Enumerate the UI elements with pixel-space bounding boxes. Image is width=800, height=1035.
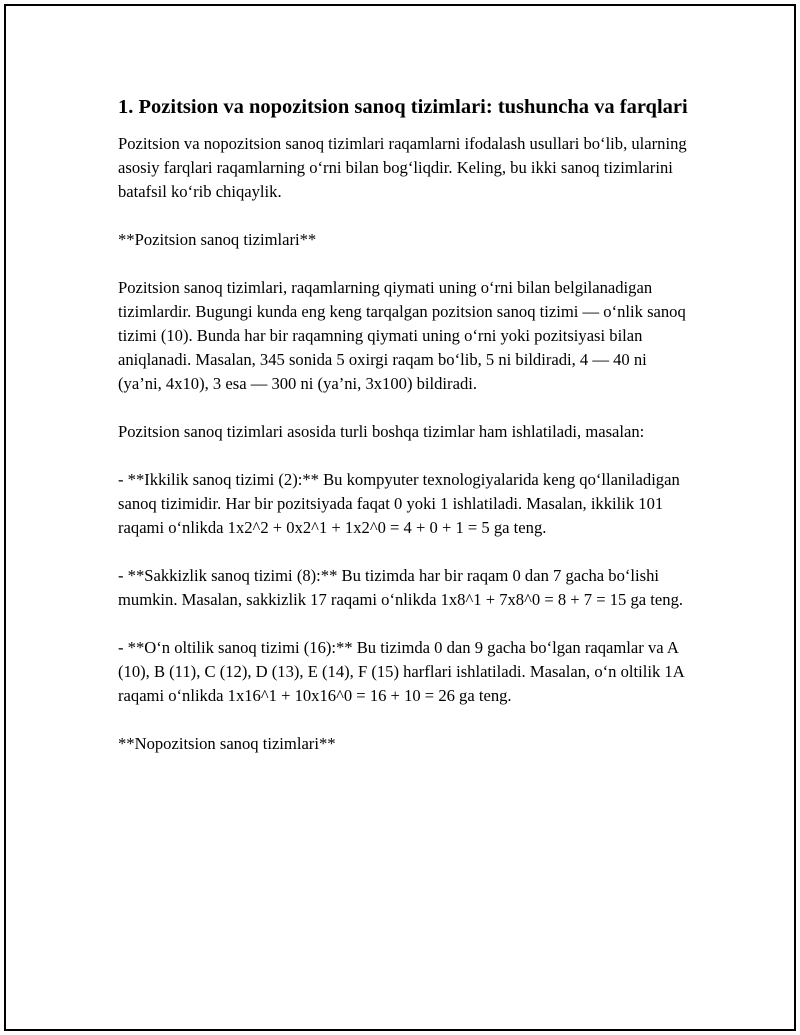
document-title: 1. Pozitsion va nopozitsion sanoq tizimlari: tushuncha va farqlari [118,96,688,118]
intro-paragraph: Pozitsion va nopozitsion sanoq tizimlari raqamlarni ifodalash usullari bo‘lib, ularning asosiy farqlari raqamlarning o‘rni bilan bog‘liqdir. Keling, bu ikki sanoq tizimlarini batafsil ko‘rib chiqaylik. [118,134,687,201]
hexadecimal-system-item: - **O‘n oltilik sanoq tizimi (16):** Bu tizimda 0 dan 9 gacha bo‘lgan raqamlar va A (10), B (11), C (12), D (13), E (14), F (15) harflari ishlatiladi. Masalan, o‘n oltilik 1A raqami o‘nlikda 1x16^1 + 10x16^0 = 16 + 10 = 26 ga teng. [118,638,684,705]
binary-system-item: - **Ikkilik sanoq tizimi (2):** Bu kompyuter texnologiyalarida keng qo‘llaniladigan sanoq tizimidir. Har bir pozitsiyada faqat 0 yoki 1 ishlatiladi. Masalan, ikkilik 101 raqami o‘nlikda 1x2^2 + 0x2^1 + 1x2^0 = 4 + 0 + 1 = 5 ga teng. [118,470,680,537]
positional-heading: **Pozitsion sanoq tizimlari** [118,230,317,249]
positional-description: Pozitsion sanoq tizimlari, raqamlarning qiymati uning o‘rni bilan belgilanadigan tizimlardir. Bugungi kunda eng keng tarqalgan pozitsion sanoq tizimi — o‘nlik sanoq tizimi (10). Bunda har bir raqamning qiymati uning o‘rni yoki pozitsiyasi bilan aniqlanadi. Masalan, 345 sonida 5 oxirgi raqam bo‘lib, 5 ni bildiradi, 4 — 40 ni (ya’ni, 4x10), 3 esa — 300 ni (ya’ni, 3x100) bildiradi. [118,278,686,393]
octal-system-item: - **Sakkizlik sanoq tizimi (8):** Bu tizimda har bir raqam 0 dan 7 gacha bo‘lishi mumkin. Masalan, sakkizlik 17 raqami o‘nlikda 1x8^1 + 7x8^0 = 8 + 7 = 15 ga teng. [118,566,684,609]
nonpositional-heading: **Nopozitsion sanoq tizimlari** [118,734,336,753]
document-body [118,94,693,780]
positional-systems-intro: Pozitsion sanoq tizimlari asosida turli boshqa tizimlar ham ishlatiladi, masalan: [118,422,645,441]
